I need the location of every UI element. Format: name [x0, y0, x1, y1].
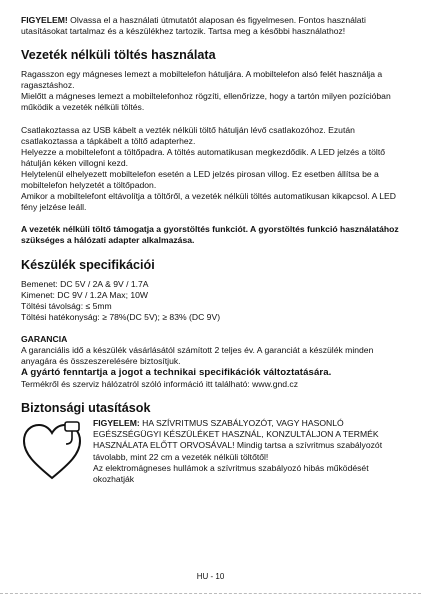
- wireless-p4: Helyezze a mobiltelefont a töltőpadra. A töltés automatikusan megkezdődik. A LED jelzés a töltő hátulján kéken villogni kezd.: [21, 146, 386, 168]
- warranty-info: Termékről és szerviz hálózatról szóló információ itt található: www.gnd.cz: [21, 379, 299, 390]
- intro-warning-label: FIGYELEM!: [21, 15, 68, 25]
- spec-efficiency: Töltési hatékonyság: ≥ 78%(DC 5V); ≥ 83% (DC 9V): [21, 311, 221, 322]
- spec-output: Kimenet: DC 9V / 1.2A Max; 10W: [21, 289, 149, 300]
- warranty-text: A garanciális idő a készülék vásárlásától számított 2 teljes év. A garanciát a készülék minden anyagára és összeszerelésére biztosítjuk.: [21, 344, 374, 367]
- intro-text: Olvassa el a használati útmutatót alaposan és figyelmesen. Fontos használati utasításokat tartalmaz és a készülékhez tartozik. Tartsa meg a későbbi használathoz!: [21, 15, 366, 37]
- safety-warning-label: FIGYELEM:: [93, 418, 140, 429]
- safety-text: [93, 418, 405, 485]
- wireless-p2: Mielőtt a mágneses lemezt a mobiltelefonhoz rögzíti, ellenőrizze, hogy a tartón milyen pozícióban működik a vezeték nélküli töltés.: [21, 91, 391, 113]
- heart-with-pacemaker-icon: [21, 420, 83, 482]
- page-number: HU - 10: [196, 572, 225, 581]
- safety-warning: [93, 418, 405, 462]
- wireless-heading: Vezeték nélküli töltés használata: [21, 48, 216, 63]
- manual-page: [21, 15, 405, 528]
- wireless-p5: Helytelenül elhelyezett mobiltelefon esetén a LED jelzés pirosan villog. Ez esetben állítsa be a mobiltelefon helyzetét a töltőpadon.: [21, 168, 379, 191]
- warranty-spec-change: A gyártó fenntartja a jogot a technikai specifikációk változtatására.: [21, 367, 332, 379]
- spec-distance: Töltési távolság: ≤ 5mm: [21, 300, 112, 311]
- warranty-heading: GARANCIA: [21, 333, 68, 344]
- safety-block: [21, 418, 405, 528]
- wireless-p3: Csatlakoztassa az USB kábelt a vezték nélküli töltő hátulján lévő csatlakozóhoz. Ezután csatlakoztassa a tápkábelt a töltő adapterhez.: [21, 124, 355, 146]
- safety-emf-note: Az elektromágneses hullámok a szívritmus szabályozó hibás működését okozhatják: [93, 462, 369, 484]
- safety-warning-text: HA SZÍVRITMUS SZABÁLYOZÓT, VAGY HASONLÓ EGÉSZSÉGÜGYI KÉSZÜLÉKET HASZNÁL, KONZULTÁLJON A TERMÉK HASZNÁLATA ELŐTT ORVOSÁVAL! Mindig tartsa a szívritmus szabályozót távolabb, mint 22 cm a vezeték nélküli töltőtől!: [93, 418, 383, 462]
- spec-input: Bemenet: DC 5V / 2A & 9V / 1.7A: [21, 278, 149, 289]
- intro-paragraph: [21, 15, 405, 37]
- wireless-p6: Amikor a mobiltelefont eltávolítja a töltőről, a vezeték nélküli töltés automatikusan kikapcsol. A LED fény jelzése leáll.: [21, 191, 396, 213]
- specs-heading: Készülék specifikációi: [21, 257, 155, 272]
- fast-charge-note: A vezeték nélküli töltő támogatja a gyorstöltés funkciót. A gyorstöltés funkció használatához szükséges a hálózati adapter alkalmazása.: [21, 224, 399, 246]
- page-bottom-rule: [0, 593, 421, 595]
- wireless-p1: Ragasszon egy mágneses lemezt a mobiltelefon hátuljára. A mobiltelefon alsó felét használja a ragasztáshoz.: [21, 69, 383, 91]
- safety-heading: Biztonsági utasítások: [21, 401, 151, 416]
